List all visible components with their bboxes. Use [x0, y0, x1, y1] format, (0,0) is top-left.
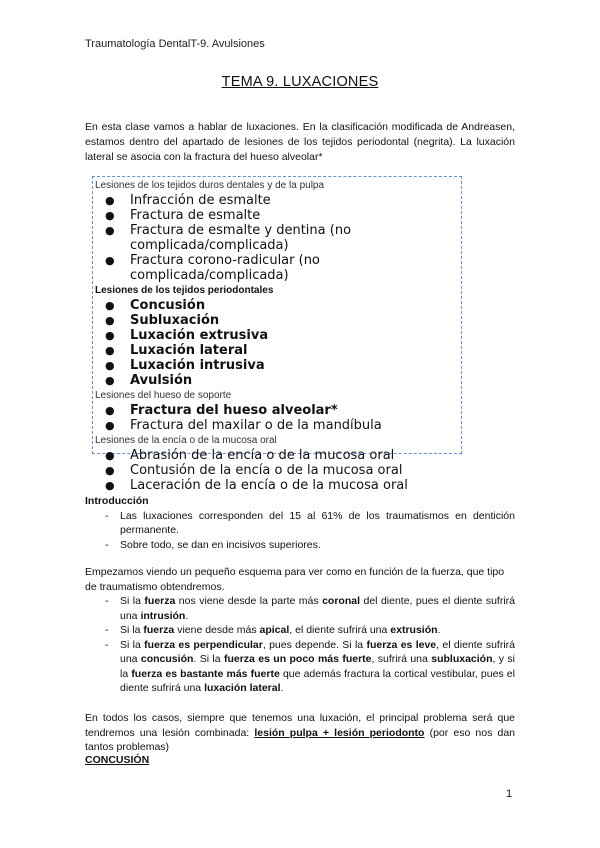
- bullet-icon: ●: [105, 194, 115, 207]
- classification-item-continuation: complicada/complicada): [130, 268, 289, 283]
- bullet-icon: ●: [105, 374, 115, 387]
- category-label-hard-tissues: Lesiones de los tejidos duros dentales y de la pulpa: [95, 180, 325, 191]
- bullet-icon: ●: [105, 254, 115, 267]
- section-heading: Introducción: [85, 495, 149, 507]
- classification-item-continuation: complicada/complicada): [130, 238, 289, 253]
- page-number: 1: [506, 788, 513, 800]
- classification-item: ● Fractura de esmalte y dentina (no: [105, 223, 352, 238]
- bullet-icon: ●: [105, 404, 115, 417]
- page-header: Traumatología DentalT-9. Avulsiones: [85, 38, 265, 50]
- category-label-bone: Lesiones del hueso de soporte: [95, 390, 232, 401]
- classification-item: ● Concusión: [105, 298, 206, 313]
- classification-item: ● Contusión de la encía o de la mucosa oral: [105, 463, 403, 478]
- next-section-heading: CONCUSIÓN: [85, 754, 150, 766]
- list-item: - Si la fuerza nos viene desde la parte más coronal del diente, pues el diente sufrirá una intrusión.: [105, 595, 515, 622]
- list-item: - Si la fuerza viene desde más apical, el diente sufrirá una extrusión.: [105, 624, 441, 636]
- esquema-list: [85, 594, 515, 696]
- introduccion-list: [85, 509, 515, 553]
- bullet-icon: ●: [105, 419, 115, 432]
- classification-item: ● Luxación intrusiva: [105, 358, 265, 373]
- classification-item: ● Luxación lateral: [105, 343, 248, 358]
- dash-icon: -: [105, 624, 109, 636]
- bullet-icon: ●: [105, 224, 115, 237]
- bullet-icon: ●: [105, 344, 115, 357]
- classification-item: ● Fractura del hueso alveolar*: [105, 403, 338, 418]
- list-item: - Sobre todo, se dan en incisivos superiores.: [105, 538, 321, 551]
- bullet-icon: ●: [105, 314, 115, 327]
- classification-item: ● Infracción de esmalte: [105, 193, 271, 208]
- category-label-periodontal: Lesiones de los tejidos periodontales: [95, 285, 274, 296]
- classification-item: ● Abrasión de la encía o de la mucosa oral: [105, 448, 395, 463]
- introduccion-section: [85, 494, 515, 552]
- bullet-icon: ●: [105, 359, 115, 372]
- classification-item: ● Luxación extrusiva: [105, 328, 269, 343]
- intro-paragraph: En esta clase vamos a hablar de luxaciones. En la clasificación modificada de Andreasen, estamos dentro del apartado de lesiones de los tejidos periodontal (negrita). La luxación lateral se asocia con la fractura del hueso alveolar*: [85, 121, 515, 163]
- classification-item: ● Fractura de esmalte: [105, 208, 261, 223]
- classification-item: ● Fractura corono-radicular (no: [105, 253, 320, 268]
- bullet-icon: ●: [105, 329, 115, 342]
- bullet-icon: ●: [105, 449, 115, 462]
- dash-icon: -: [105, 509, 109, 522]
- list-item: - Si la fuerza es perpendicular, pues depende. Si la fuerza es leve, el diente sufrirá una concusión. Si la fuerza es un poco más fuerte, sufrirá una subluxación, y si la fuerza es bastante más fuerte que además fractura la cortical vestibular, pues el diente sufrirá una luxación lateral.: [105, 638, 515, 694]
- esquema-section: [85, 565, 515, 696]
- esquema-lead: Empezamos viendo un pequeño esquema para ver como en función de la fuerza, que tipo de traumatismo obtendremos.: [85, 566, 505, 593]
- bullet-icon: ●: [105, 209, 115, 222]
- classification-item: ● Avulsión: [105, 373, 193, 388]
- classification-item: ● Subluxación: [105, 313, 220, 328]
- category-label-gingiva: Lesiones de la encía o de la mucosa oral: [95, 435, 277, 446]
- list-item: - Las luxaciones corresponden del 15 al 61% de los traumatismos en dentición permanente.: [105, 509, 515, 536]
- dash-icon: -: [105, 538, 109, 551]
- classification-item: ● Fractura del maxilar o de la mandíbula: [105, 418, 382, 433]
- dash-icon: -: [105, 638, 109, 651]
- classification-item: ● Laceración de la encía o de la mucosa oral: [105, 478, 408, 493]
- bullet-icon: ●: [105, 464, 115, 477]
- page-title: TEMA 9. LUXACIONES: [221, 74, 379, 90]
- bullet-icon: ●: [105, 299, 115, 312]
- dash-icon: -: [105, 595, 109, 607]
- conclusion-paragraph: En todos los casos, siempre que tenemos una luxación, el principal problema será que tendremos una lesión combinada: lesión pulpa + lesión periodonto (por eso nos dan tantos problemas): [85, 712, 516, 753]
- classification-list: [95, 178, 535, 493]
- bullet-icon: ●: [105, 479, 115, 492]
